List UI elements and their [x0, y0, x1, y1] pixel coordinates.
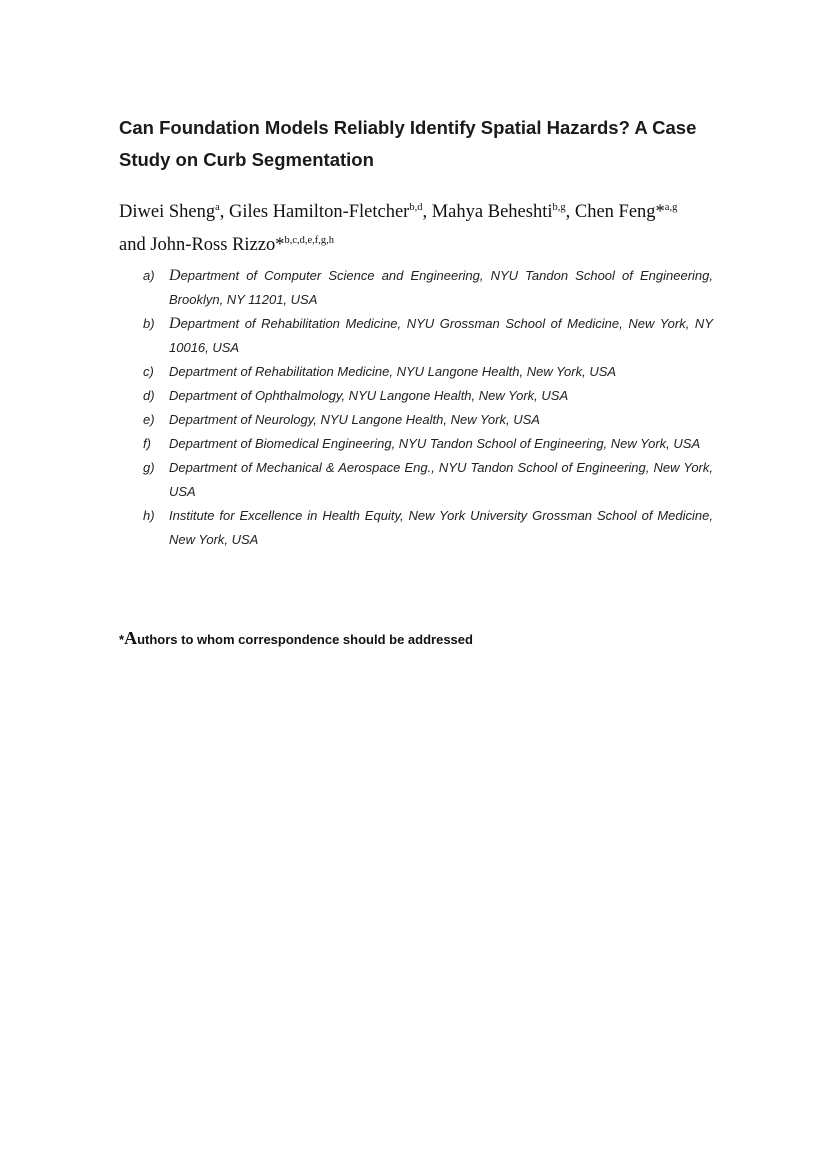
author-affiliation-sup: b,d: [409, 202, 423, 213]
affiliation-item: [143, 432, 713, 456]
affiliation-item: [143, 384, 713, 408]
affiliation-letter: d): [143, 388, 155, 403]
affiliation-letter: c): [143, 364, 154, 379]
author-name: Giles Hamilton-Fletcher: [229, 202, 410, 222]
corresponding-author-marker: *: [655, 202, 665, 222]
author-affiliation-sup: a,g: [664, 202, 678, 213]
author-name: Diwei Sheng: [119, 202, 216, 222]
affiliation-letter: b): [143, 316, 155, 331]
author-separator: ,: [422, 202, 432, 222]
author-affiliation-sup: b,c,d,e,f,g,h: [284, 235, 335, 246]
author-name: John-Ross Rizzo: [150, 235, 276, 255]
affiliation-item: [143, 408, 713, 432]
correspondence-note: [119, 628, 473, 649]
affiliation-letter: g): [143, 460, 155, 475]
affiliation-item: [143, 312, 713, 360]
author-name: Chen Feng: [574, 202, 656, 222]
corresponding-author-marker: *: [275, 235, 285, 255]
author-separator: ,: [565, 202, 575, 222]
affiliation-body: Department of Ophthalmology, NYU Langone Health, New York, USA: [169, 388, 569, 403]
affiliation-item: [143, 504, 713, 552]
affiliation-letter: h): [143, 508, 155, 523]
affiliation-list: [143, 264, 713, 552]
affiliation-body: Department of Biomedical Engineering, NYU Tandon School of Engineering, New York, USA: [169, 436, 701, 451]
affiliation-body: Department of Rehabilitation Medicine, NYU Langone Health, New York, USA: [169, 364, 617, 379]
affiliation-text: [169, 504, 713, 552]
correspondence-initial: A: [124, 628, 138, 648]
correspondence-star: *: [119, 632, 125, 647]
affiliation-initial: D: [169, 315, 181, 332]
affiliation-body: epartment of Computer Science and Engineering, NYU Tandon School of Engineering, Brooklyn, NY 11201, USA: [169, 268, 713, 307]
affiliation-text: [169, 264, 713, 312]
affiliation-text: [169, 432, 713, 456]
paper-title: Can Foundation Models Reliably Identify Spatial Hazards? A Case Study on Curb Segmentation: [119, 117, 697, 170]
author-affiliation-sup: a: [215, 202, 220, 213]
affiliation-initial: D: [169, 267, 181, 284]
affiliation-text: [169, 384, 713, 408]
author-separator: and: [119, 235, 151, 255]
author-name: Mahya Beheshti: [431, 202, 553, 222]
author-affiliation-sup: b,g: [552, 202, 566, 213]
affiliation-letter: a): [143, 268, 155, 283]
affiliation-body: Institute for Excellence in Health Equity, New York University Grossman School of Medicine, New York, USA: [169, 508, 713, 547]
affiliation-text: [169, 312, 713, 360]
affiliation-body: epartment of Rehabilitation Medicine, NYU Grossman School of Medicine, New York, NY 10016, USA: [169, 316, 713, 355]
correspondence-text: uthors to whom correspondence should be addressed: [137, 632, 473, 647]
author-list: [119, 196, 679, 262]
affiliation-item: [143, 264, 713, 312]
affiliation-body: Department of Neurology, NYU Langone Health, New York, USA: [169, 412, 540, 427]
affiliation-item: [143, 456, 713, 504]
affiliation-text: [169, 456, 713, 504]
affiliation-item: [143, 360, 713, 384]
author-separator: ,: [219, 202, 230, 222]
affiliation-text: [169, 408, 713, 432]
affiliation-body: Department of Mechanical & Aerospace Eng., NYU Tandon School of Engineering, New York, USA: [169, 460, 713, 499]
affiliation-letter: f): [143, 436, 151, 451]
affiliation-text: [169, 360, 713, 384]
affiliation-letter: e): [143, 412, 155, 427]
